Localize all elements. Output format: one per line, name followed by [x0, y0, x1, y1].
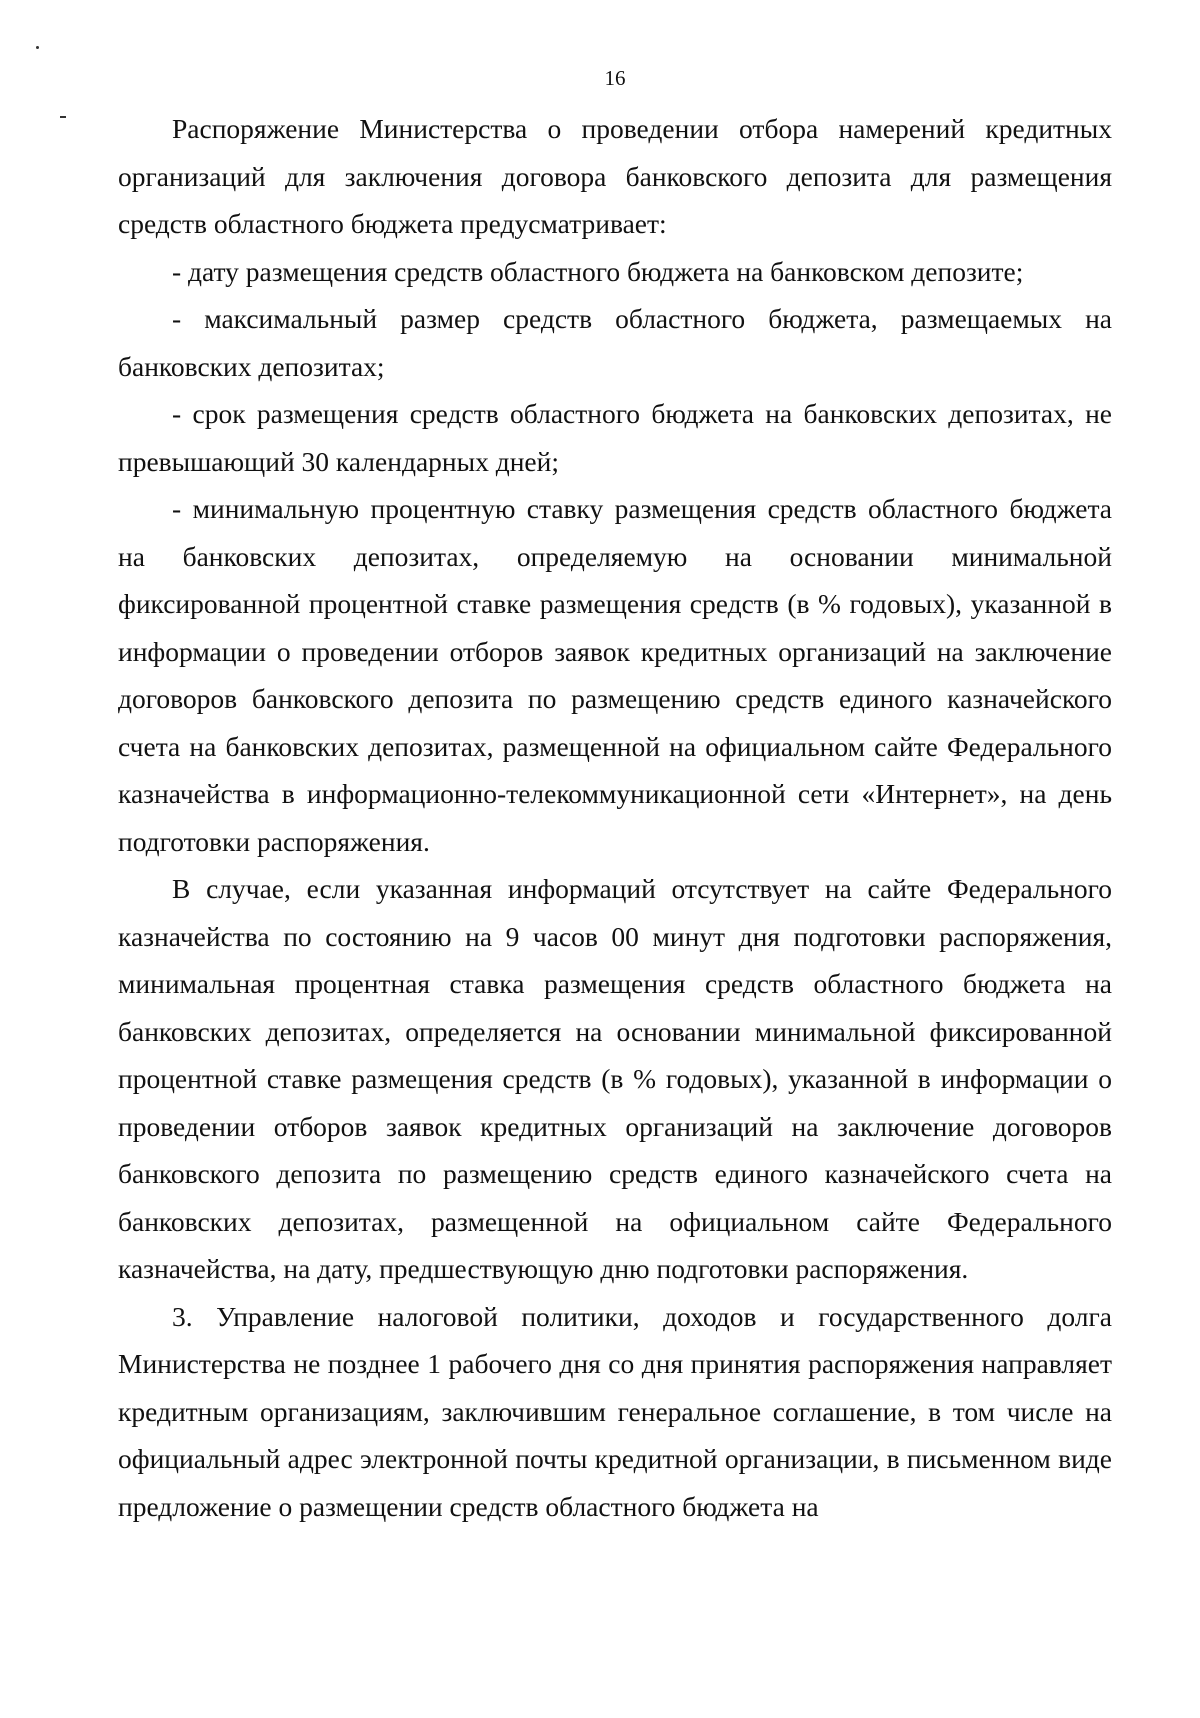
paragraph-list-item-max-amount: - максимальный размер средств областного бюджета, размещаемых на банковских депозитах; [118, 303, 1112, 382]
paragraph-item-3: 3. Управление налоговой политики, доходов и государственного долга Министерства не позднее 1 рабочего дня со дня принятия распоряжения направляет кредитным организациям, заключившим генеральное соглашение, в том числе на официальный адрес электронной почты кредитной организации, в письменном виде предложение о размещении средств областного бюджета на [118, 1300, 1112, 1522]
document-body [118, 105, 1112, 1530]
scan-speck [36, 46, 39, 49]
paragraph-list-item-date: - дату размещения средств областного бюджета на банковском депозите; [172, 255, 1024, 287]
page-number: 16 [604, 66, 626, 90]
paragraph-fallback-rate: В случае, если указанная информаций отсутствует на сайте Федерального казначейства по состоянию на 9 часов 00 минут дня подготовки распоряжения, минимальная процентная ставка размещения средств областного бюджета на банковских депозитах, определяется на основании минимальной фиксированной процентной ставке размещения средств (в % годовых), указанной в информации о проведении отборов заявок кредитных организаций на заключение договоров банковского депозита по размещению средств единого казначейского счета на банковских депозитах, размещенной на официальном сайте Федерального казначейства, на дату, предшествующую дню подготовки распоряжения. [118, 873, 1112, 1284]
scan-speck [60, 116, 66, 118]
paragraph-list-item-term: - срок размещения средств областного бюджета на банковских депозитах, не превышающий 30 календарных дней; [118, 398, 1112, 477]
paragraph-list-item-min-rate: - минимальную процентную ставку размещения средств областного бюджета на банковских депозитах, определяемую на основании минимальной фиксированной процентной ставке размещения средств (в % годовых), указанной в информации о проведении отборов заявок кредитных организаций на заключение договоров банковского депозита по размещению средств единого казначейского счета на банковских депозитах, размещенной на официальном сайте Федерального казначейства в информационно-телекоммуникационной сети «Интернет», на день подготовки распоряжения. [118, 493, 1112, 857]
paragraph-intro: Распоряжение Министерства о проведении отбора намерений кредитных организаций для заключения договора банковского депозита для размещения средств областного бюджета предусматривает: [118, 113, 1112, 239]
